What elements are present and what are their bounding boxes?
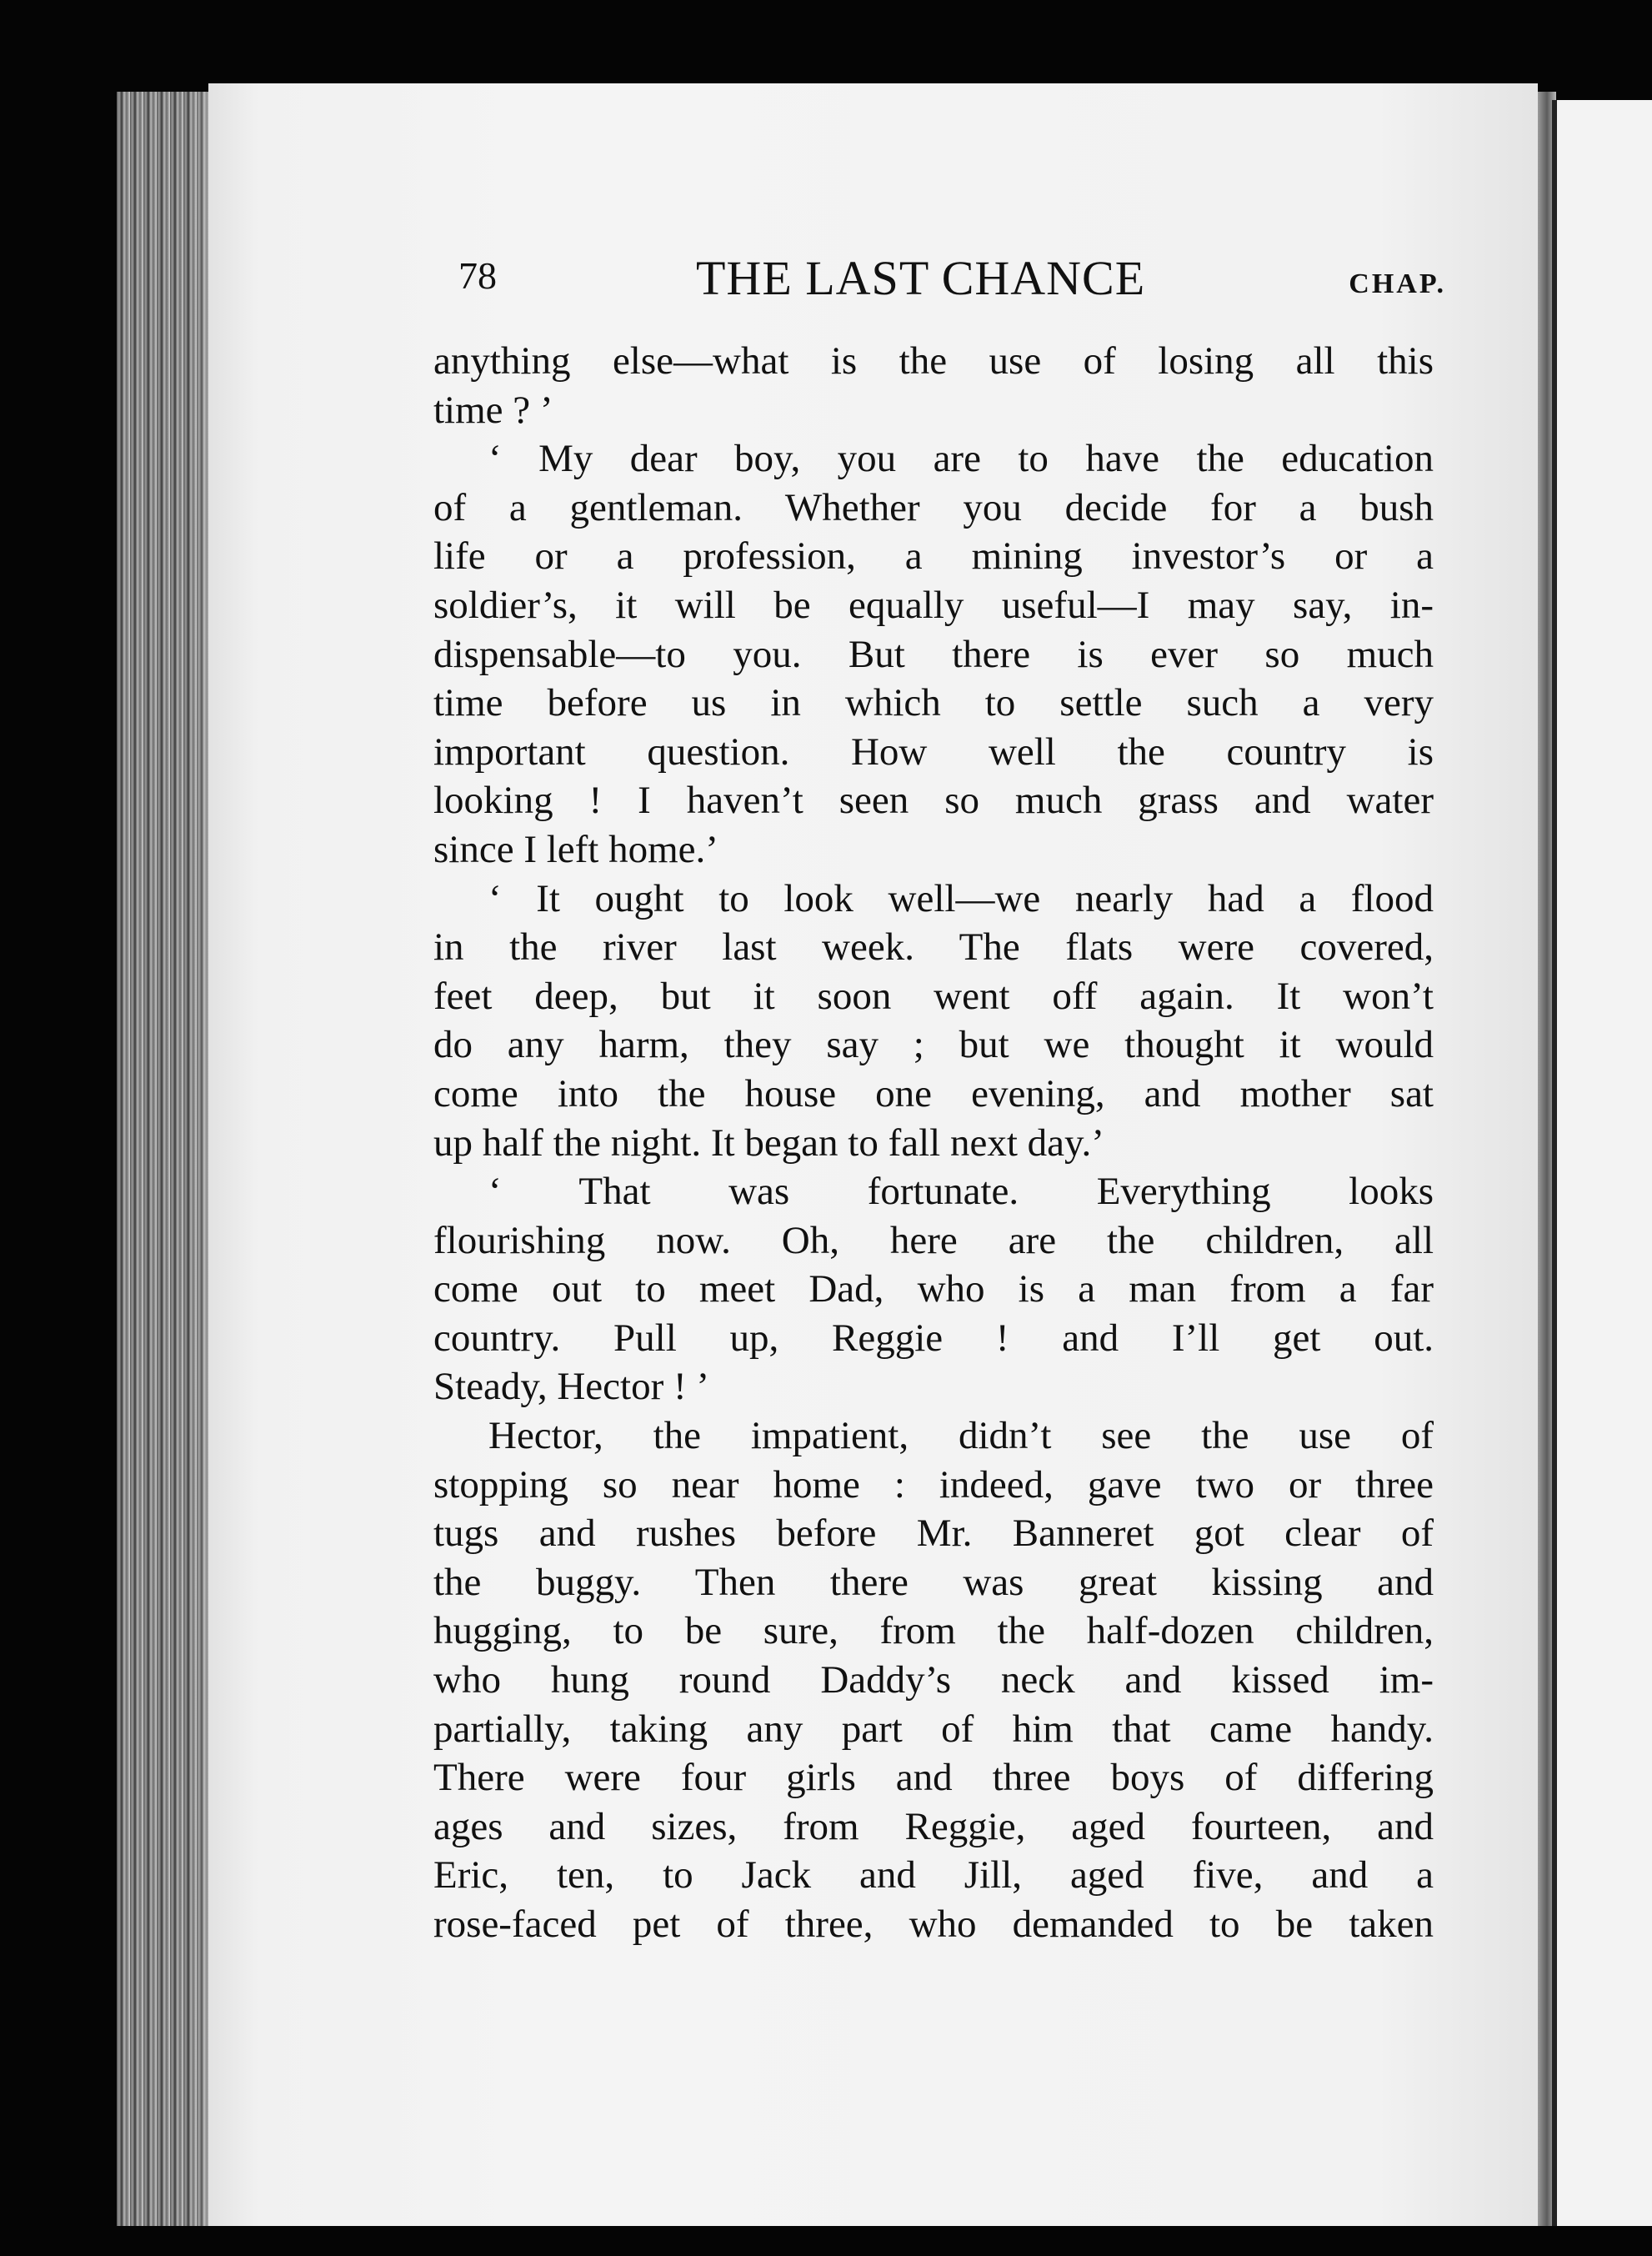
running-title: THE LAST CHANCE — [696, 251, 1146, 305]
body-text — [433, 337, 1434, 1949]
text-line: looking ! I haven’t seen so much grass and water — [433, 779, 1434, 823]
text-line: time before us in which to settle such a very — [433, 681, 1434, 725]
text-line: do any harm, they say ; but we thought it would — [433, 1023, 1434, 1067]
text-line: ages and sizes, from Reggie, aged fourteen, and — [433, 1804, 1434, 1848]
text-line: flourishing now. Oh, here are the children, all — [433, 1218, 1434, 1262]
text-line: feet deep, but it soon went off again. It won’t — [433, 974, 1434, 1018]
running-head — [458, 250, 1446, 317]
text-line: Eric, ten, to Jack and Jill, aged five, and a — [433, 1853, 1434, 1898]
text-line: since I left home.’ — [433, 827, 718, 871]
text-line: important question. How well the country is — [433, 729, 1434, 774]
text-line: There were four girls and three boys of differing — [433, 1756, 1434, 1800]
text-line: rose-faced pet of three, who demanded to be taken — [433, 1903, 1434, 1946]
text-line: time ? ’ — [433, 388, 553, 432]
text-line: come into the house one evening, and mother sat — [433, 1071, 1434, 1115]
text-line: ‘ It ought to look well—we nearly had a flood — [488, 876, 1434, 920]
text-line: life or a profession, a mining investor’s or a — [433, 534, 1434, 579]
facing-page-edge — [1552, 100, 1652, 2226]
text-line: ‘ That was fortunate. Everything looks — [488, 1170, 1434, 1214]
text-line: up half the night. It began to fall next day.’ — [433, 1120, 1104, 1165]
text-line: dispensable—to you. But there is ever so much — [433, 632, 1434, 676]
text-line: anything else—what is the use of losing all this — [433, 339, 1434, 383]
text-line: hugging, to be sure, from the half-dozen children, — [433, 1609, 1434, 1653]
text-line: Steady, Hector ! ’ — [433, 1365, 710, 1409]
page-number: 78 — [458, 254, 497, 297]
text-line: tugs and rushes before Mr. Banneret got clear of — [433, 1512, 1434, 1556]
text-line: of a gentleman. Whether you decide for a bush — [433, 485, 1434, 529]
text-line: who hung round Daddy’s neck and kissed im- — [433, 1658, 1434, 1702]
text-line: the buggy. Then there was great kissing and — [433, 1560, 1434, 1604]
chapter-label: CHAP. — [1349, 268, 1446, 299]
text-line: in the river last week. The flats were covered, — [433, 925, 1434, 970]
text-line: Hector, the impatient, didn’t see the use of — [488, 1414, 1434, 1458]
text-line: stopping so near home : indeed, gave two or three — [433, 1462, 1434, 1507]
text-line: come out to meet Dad, who is a man from a far — [433, 1267, 1434, 1311]
text-line: soldier’s, it will be equally useful—I may say, in- — [433, 583, 1434, 627]
text-line: partially, taking any part of him that came handy. — [433, 1707, 1434, 1751]
text-line: country. Pull up, Reggie ! and I’ll get out. — [433, 1316, 1434, 1360]
text-line: ‘ My dear boy, you are to have the education — [488, 437, 1434, 481]
